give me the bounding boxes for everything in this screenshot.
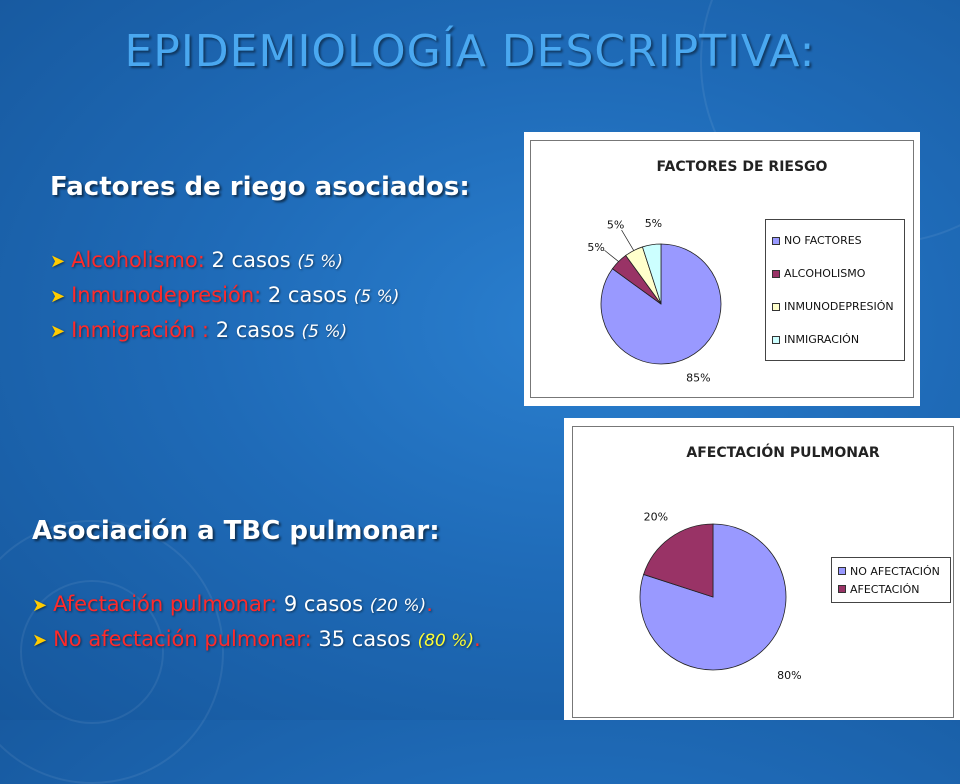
chart-area: [572, 426, 954, 718]
data-label: 5%: [644, 216, 663, 230]
pulmonary-chart: [564, 418, 960, 720]
chart-title: FACTORES DE RIESGO: [656, 159, 828, 175]
arrow-bullet-icon: ➤: [32, 630, 48, 651]
legend-swatch: [772, 336, 780, 344]
legend-label: NO AFECTACIÓN: [850, 564, 940, 578]
legend-swatch: [838, 585, 846, 593]
legend-item: [838, 583, 944, 596]
legend-swatch: [772, 270, 780, 278]
legend-label: ALCOHOLISMO: [784, 267, 866, 280]
legend-item: [838, 565, 944, 578]
arrow-bullet-icon: ➤: [50, 286, 66, 307]
legend-swatch: [838, 567, 846, 575]
label-leader-line: [604, 250, 618, 261]
data-label: 80%: [777, 669, 802, 683]
arrow-bullet-icon: ➤: [50, 321, 66, 342]
legend-label: INMUNODEPRESIÓN: [784, 300, 894, 313]
chart-legend: [831, 557, 951, 603]
legend-swatch: [772, 303, 780, 311]
arrow-bullet-icon: ➤: [32, 595, 48, 616]
chart-legend: [765, 219, 905, 361]
legend-item: [772, 300, 898, 313]
risk-factors-chart: [524, 132, 920, 406]
list-item: ➤ Afectación pulmonar: 9 casos (20 %).: [32, 592, 433, 616]
list-item: ➤ Inmunodepresión: 2 casos (5 %): [50, 283, 400, 307]
label-leader-line: [622, 230, 634, 250]
slide-title: EPIDEMIOLOGÍA DESCRIPTIVA:: [124, 26, 816, 77]
chart-area: [530, 140, 914, 398]
legend-swatch: [772, 237, 780, 245]
pie-chart: [531, 159, 761, 395]
tbc-list: [32, 588, 481, 658]
legend-item: [772, 333, 898, 346]
tbc-heading: Asociación a TBC pulmonar:: [32, 516, 440, 546]
list-item: ➤ Inmigración : 2 casos (5 %): [50, 318, 348, 342]
arrow-bullet-icon: ➤: [50, 251, 66, 272]
pie-chart: [573, 497, 813, 717]
legend-label: AFECTACIÓN: [850, 582, 920, 596]
legend-label: INMIGRACIÓN: [784, 333, 860, 346]
data-label: 20%: [643, 510, 669, 524]
chart-title: AFECTACIÓN PULMONAR: [686, 445, 880, 461]
list-item: ➤ No afectación pulmonar: 35 casos (80 %).: [32, 627, 481, 651]
risk-factors-list: [50, 244, 399, 349]
list-item: ➤ Alcoholismo: 2 casos (5 %): [50, 248, 344, 272]
risk-factors-heading: Factores de riego asociados:: [50, 172, 470, 202]
data-label: 5%: [587, 241, 605, 255]
legend-label: NO FACTORES: [784, 234, 862, 247]
data-label: 5%: [606, 218, 625, 232]
legend-item: [772, 267, 898, 280]
data-label: 85%: [686, 371, 711, 385]
legend-item: [772, 234, 898, 247]
